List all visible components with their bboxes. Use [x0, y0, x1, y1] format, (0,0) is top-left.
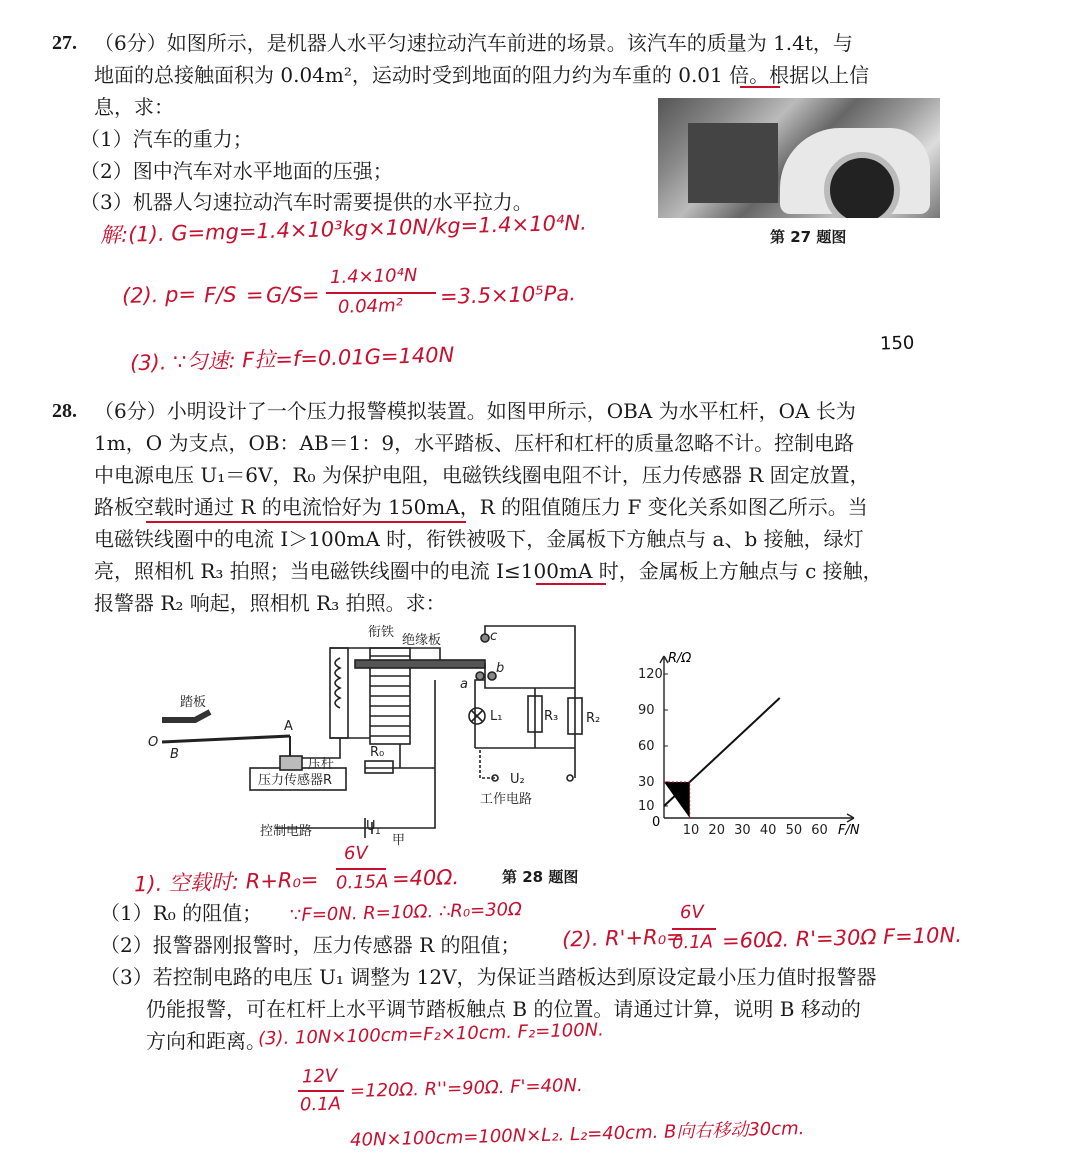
- circuit-diagram: [140, 608, 620, 848]
- q27-caption: 第 27 题图: [770, 228, 847, 246]
- q28-hw2b: =60Ω. R'=30Ω F=10N.: [721, 922, 963, 954]
- q28-line6: 亮，照相机 R₃ 拍照；当电磁铁线圈中的电流 I≤100mA 时，金属板上方触点与 c 接触，: [94, 559, 883, 583]
- label-r0: R₀: [370, 745, 385, 760]
- q27-line2: 地面的总接触面积为 0.04m²，运动时受到地面的阻力约为车重的 0.01 倍。根据以上信: [94, 63, 870, 87]
- label-pedal: 踏板: [180, 695, 207, 710]
- q27-hw2f-num: 1.4×10⁴N: [329, 264, 418, 289]
- q27-sub3: （3）机器人匀速拉动汽车时需要提供的水平拉力。: [80, 190, 533, 214]
- q28-sub3c: 方向和距离。: [146, 1029, 266, 1053]
- y-tick-label: 10: [638, 799, 655, 814]
- x-tick-label: 40: [759, 823, 777, 838]
- guide-line: [664, 782, 690, 818]
- q27-photo: [658, 98, 940, 218]
- y-tick-label: 90: [638, 703, 655, 718]
- q28-number: 28.: [52, 400, 77, 422]
- q28-caption: 第 28 题图: [502, 868, 579, 886]
- r-f-chart: [630, 640, 870, 840]
- lever-oba: [162, 736, 290, 742]
- x-tick-label: 30: [734, 823, 751, 838]
- label-sensor: 压力传感器R: [258, 773, 333, 788]
- q27-hw2f-den: 0.04m²: [337, 295, 404, 318]
- pedal: [162, 712, 210, 720]
- label-jia: 甲: [392, 833, 406, 848]
- origin-label: 0: [652, 815, 661, 830]
- q28-sub3b: 仍能报警，可在杠杆上水平调节踏板触点 B 的位置。请通过计算，说明 B 移动的: [146, 997, 861, 1021]
- label-control: 控制电路: [260, 824, 313, 839]
- x-tick-label: 20: [708, 823, 725, 838]
- y-tick-label: 60: [638, 739, 655, 754]
- q28-hw3b-den: 0.1A: [299, 1093, 342, 1116]
- y-tick-label: 30: [638, 775, 655, 790]
- underline-q27: [740, 86, 780, 88]
- q27-hw2e: =: [301, 282, 320, 308]
- car-wheel: [824, 152, 900, 218]
- q28-line5: 电磁铁线圈中的电流 I＞100mA 时，衔铁被吸下，金属板下方触点与 a、b 接触，绿灯: [94, 527, 864, 551]
- q27-line1: （6分）如图所示，是机器人水平匀速拉动汽车前进的场景。该汽车的质量为 1.4t，与: [94, 31, 853, 55]
- y-tick-label: 120: [638, 667, 663, 682]
- q27-number: 27.: [52, 32, 77, 54]
- x-axis-label: F/N: [838, 823, 860, 838]
- q27-hw2b: F/S: [203, 282, 237, 308]
- q28-hw3d: 40N×100cm=100N×L₂. L₂=40cm. B向右移动30cm.: [349, 1118, 805, 1151]
- q27-sub1: （1）汽车的重力；: [80, 127, 253, 151]
- label-B: B: [170, 747, 179, 762]
- q28-line7: 报警器 R₂ 响起，照相机 R₃ 拍照。求：: [94, 591, 446, 615]
- q28-sub2: （2）报警器刚报警时，压力传感器 R 的阻值；: [100, 933, 521, 957]
- label-a: a: [460, 677, 468, 692]
- underline-q28-1: [146, 521, 466, 523]
- label-b: b: [496, 661, 505, 676]
- q28-hw3c: =120Ω. R''=90Ω. F'=40N.: [349, 1074, 583, 1103]
- q27-hw1: 解:(1). G=mg=1.4×10³kg×10N/kg=1.4×10⁴N.: [99, 210, 588, 248]
- fraction-bar: [672, 928, 716, 930]
- label-c: c: [490, 629, 498, 644]
- q27-hw2g: =3.5×10⁵Pa.: [439, 281, 577, 309]
- q27-hw2d: G/S: [265, 282, 303, 308]
- q28-hw3b-num: 12V: [301, 1065, 338, 1088]
- label-work: 工作电路: [480, 792, 533, 807]
- q28-line2: 1m，O 为支点，OB：AB＝1：9，水平踏板、压杆和杠杆的质量忽略不计。控制电路: [94, 431, 855, 455]
- q27-hw2c: =: [245, 282, 264, 308]
- label-armature: 衔铁: [368, 625, 395, 640]
- label-rod: 压杆: [308, 757, 335, 772]
- q28-hw1b-num: 6V: [343, 842, 369, 865]
- q28-hw2-den: 0.1A: [671, 931, 714, 954]
- sensor-head: [280, 756, 302, 770]
- q28-hw2: (2). R'+R₀=: [561, 924, 684, 952]
- x-tick-label: 60: [811, 823, 828, 838]
- fraction-bar: [336, 868, 386, 870]
- label-insulator: 绝缘板: [402, 633, 442, 648]
- q28-hw1b-den: 0.15A: [335, 871, 389, 894]
- fraction-bar: [326, 292, 436, 294]
- armature-bar: [355, 660, 485, 668]
- q27-sub2: （2）图中汽车对水平地面的压强；: [80, 159, 393, 183]
- x-tick-label: 50: [785, 823, 803, 838]
- q27-hw3: (3). ∵匀速: F拉=f=0.01G=140N: [129, 342, 455, 376]
- score-mark: 150: [879, 332, 915, 355]
- robot-image: [688, 123, 778, 203]
- label-l1: L₁: [490, 709, 503, 724]
- label-u1-sub: 1: [375, 827, 381, 837]
- label-u2: U₂: [510, 772, 525, 787]
- q28-hw1a: 1). 空载时: R+R₀=: [133, 867, 319, 897]
- q28-line1: （6分）小明设计了一个压力报警模拟装置。如图甲所示，OBA 为水平杠杆，OA 长为: [94, 399, 856, 423]
- q28-hw1d: ∵F=0N. R=10Ω. ∴R₀=30Ω: [289, 898, 523, 927]
- x-tick-label: 10: [682, 823, 700, 838]
- label-u1: U: [366, 819, 376, 834]
- magnet-core-left: [330, 648, 348, 738]
- q28-hw1c: =40Ω.: [391, 865, 460, 891]
- q28-sub1: （1）R₀ 的阻值；: [100, 901, 263, 925]
- q27-hw2a: (2). p=: [121, 282, 197, 308]
- underline-q28-2: [536, 583, 606, 585]
- resistor-r0: [365, 761, 393, 773]
- q28-hw3a: (3). 10N×100cm=F₂×10cm. F₂=100N.: [257, 1019, 605, 1050]
- q28-line4: 路板空载时通过 R 的电流恰好为 150mA，R 的阻值随压力 F 变化关系如图乙所示。当: [94, 495, 868, 519]
- q28-hw2-num: 6V: [679, 901, 705, 924]
- label-O: O: [148, 735, 159, 750]
- q28-line3: 中电源电压 U₁＝6V，R₀ 为保护电阻，电磁铁线圈电阻不计，压力传感器 R 固定放置，: [94, 463, 870, 487]
- q28-sub3a: （3）若控制电路的电压 U₁ 调整为 12V，为保证当踏板达到原设定最小压力值时报警器: [100, 965, 877, 989]
- q27-line3: 息，求：: [94, 95, 174, 119]
- label-r3: R₃: [544, 709, 559, 724]
- fraction-bar: [298, 1090, 344, 1092]
- y-axis-label: R/Ω: [668, 651, 692, 666]
- label-r2: R₂: [586, 711, 601, 726]
- label-A: A: [284, 719, 293, 734]
